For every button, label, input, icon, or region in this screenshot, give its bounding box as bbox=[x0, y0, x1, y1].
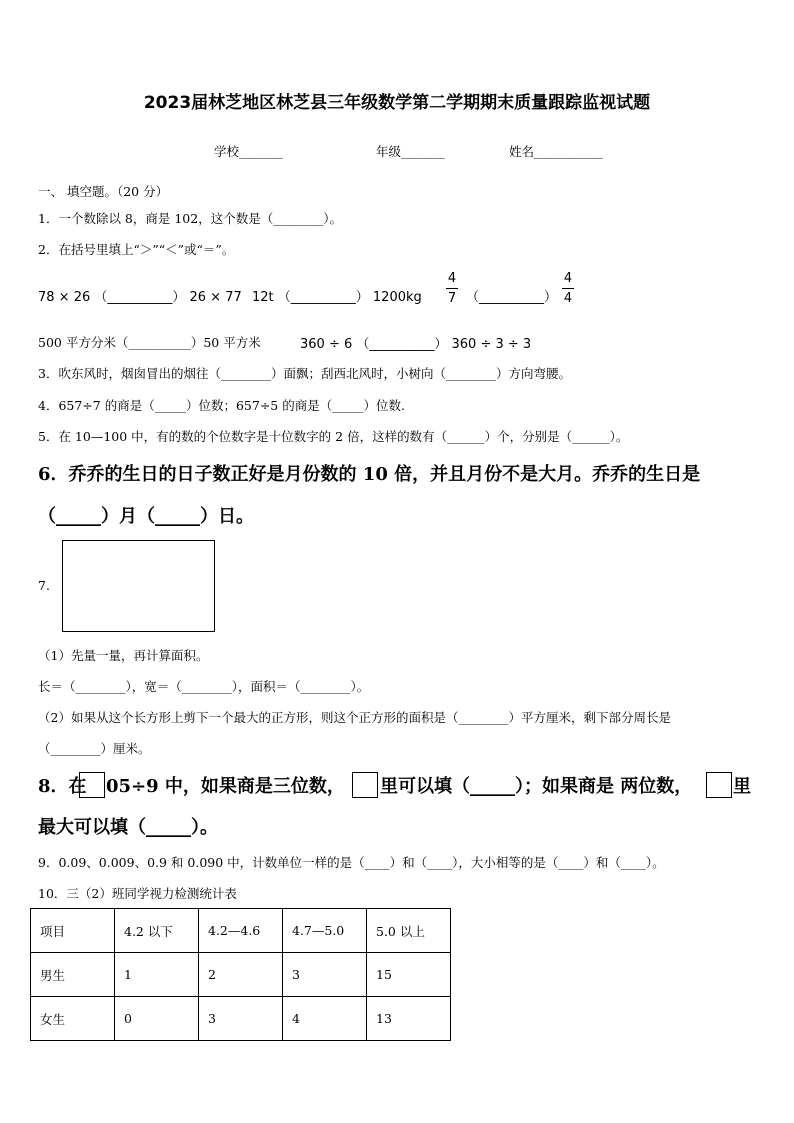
digit-box bbox=[79, 772, 105, 798]
question-10: 10．三（2）班同学视力检测统计表 bbox=[38, 886, 237, 901]
school-field: 学校_______ bbox=[214, 144, 283, 159]
q2-comparison-4: 500 平方分米（__________）50 平方米 bbox=[38, 335, 261, 350]
table-cell: 3 bbox=[283, 953, 367, 997]
grade-field: 年级_______ bbox=[376, 144, 445, 159]
table-cell: 13 bbox=[367, 997, 451, 1041]
q2-comparison-5: 360 ÷ 6 （__________） 360 ÷ 3 ÷ 3 bbox=[300, 337, 532, 352]
table-cell: 4 bbox=[283, 997, 367, 1041]
question-8-text-3: 里 bbox=[733, 776, 751, 797]
table-cell: 男生 bbox=[31, 953, 115, 997]
page-title: 2023届林芝地区林芝县三年级数学第二学期期末质量跟踪监视试题 bbox=[143, 93, 651, 113]
table-header-cell: 4.2—4.6 bbox=[199, 909, 283, 953]
question-9: 9．0.09、0.009、0.9 和 0.090 中，计数单位一样的是（____）和（____），大小相等的是（____）和（____）。 bbox=[38, 855, 665, 870]
question-7-part-1: （1）先量一量，再计算面积。 bbox=[38, 648, 209, 663]
question-8-text-2: 里可以填（_____）；如果商是 两位数， bbox=[380, 776, 693, 797]
question-8-prefix: 8．在 bbox=[38, 776, 87, 797]
table-cell: 2 bbox=[199, 953, 283, 997]
question-5: 5．在 10—100 中，有的数的个位数字是十位数字的 2 倍，这样的数有（______）个，分别是（______）。 bbox=[38, 429, 629, 444]
table-cell: 1 bbox=[115, 953, 199, 997]
fraction-numerator: 4 bbox=[563, 271, 573, 286]
question-6-blanks: （_____）月（_____）日。 bbox=[38, 506, 254, 527]
digit-box bbox=[706, 772, 732, 798]
section-heading: 一、 填空题。（20 分） bbox=[38, 184, 169, 199]
question-7-label: 7. bbox=[38, 578, 50, 593]
question-4: 4．657÷7 的商是（_____）位数；657÷5 的商是（_____）位数. bbox=[38, 398, 405, 413]
fraction-4-7 bbox=[446, 271, 458, 306]
table-header-cell: 5.0 以上 bbox=[367, 909, 451, 953]
question-3: 3．吹东风时，烟囱冒出的烟往（________）面飘；刮西北风时，小树向（________）方向弯腰。 bbox=[38, 366, 571, 381]
fraction-denominator: 7 bbox=[447, 291, 457, 306]
question-2: 2．在括号里填上“＞”“＜”或“＝”。 bbox=[38, 242, 235, 257]
question-7-part-1-blanks: 长＝（________），宽＝（________），面积＝（________）。 bbox=[38, 679, 370, 694]
name-field: 姓名___________ bbox=[509, 144, 603, 159]
question-7-part-2-blank: （________）厘米。 bbox=[38, 741, 151, 756]
question-7-part-2: （2）如果从这个长方形上剪下一个最大的正方形，则这个正方形的面积是（________）平方厘米，剩下部分周长是 bbox=[38, 710, 671, 725]
table-header-row bbox=[31, 909, 451, 953]
table-cell: 0 bbox=[115, 997, 199, 1041]
q2-comparison-3-blank: （__________） bbox=[466, 290, 558, 305]
question-8-text-1: 05÷9 中，如果商是三位数， bbox=[106, 776, 345, 797]
table-row bbox=[31, 997, 451, 1041]
fraction-denominator: 4 bbox=[563, 291, 573, 306]
rectangle-figure bbox=[62, 540, 215, 632]
fraction-4-4 bbox=[562, 271, 574, 306]
fraction-numerator: 4 bbox=[447, 271, 457, 286]
question-1: 1．一个数除以 8，商是 102，这个数是（________）。 bbox=[38, 211, 342, 226]
table-row bbox=[31, 953, 451, 997]
question-6: 6．乔乔的生日的日子数正好是月份数的 10 倍，并且月份不是大月。乔乔的生日是 bbox=[38, 464, 701, 485]
digit-box bbox=[352, 772, 378, 798]
q2-comparison-1: 78 × 26 （__________） 26 × 77 bbox=[38, 290, 242, 305]
table-header-cell: 4.2 以下 bbox=[115, 909, 199, 953]
vision-stats-table bbox=[30, 908, 451, 1041]
table-cell: 女生 bbox=[31, 997, 115, 1041]
table-header-cell: 项目 bbox=[31, 909, 115, 953]
table-header-cell: 4.7—5.0 bbox=[283, 909, 367, 953]
table-cell: 15 bbox=[367, 953, 451, 997]
question-8-line-2: 最大可以填（_____）。 bbox=[38, 817, 218, 838]
q2-comparison-2: 12t （__________） 1200kg bbox=[252, 290, 422, 305]
table-cell: 3 bbox=[199, 997, 283, 1041]
